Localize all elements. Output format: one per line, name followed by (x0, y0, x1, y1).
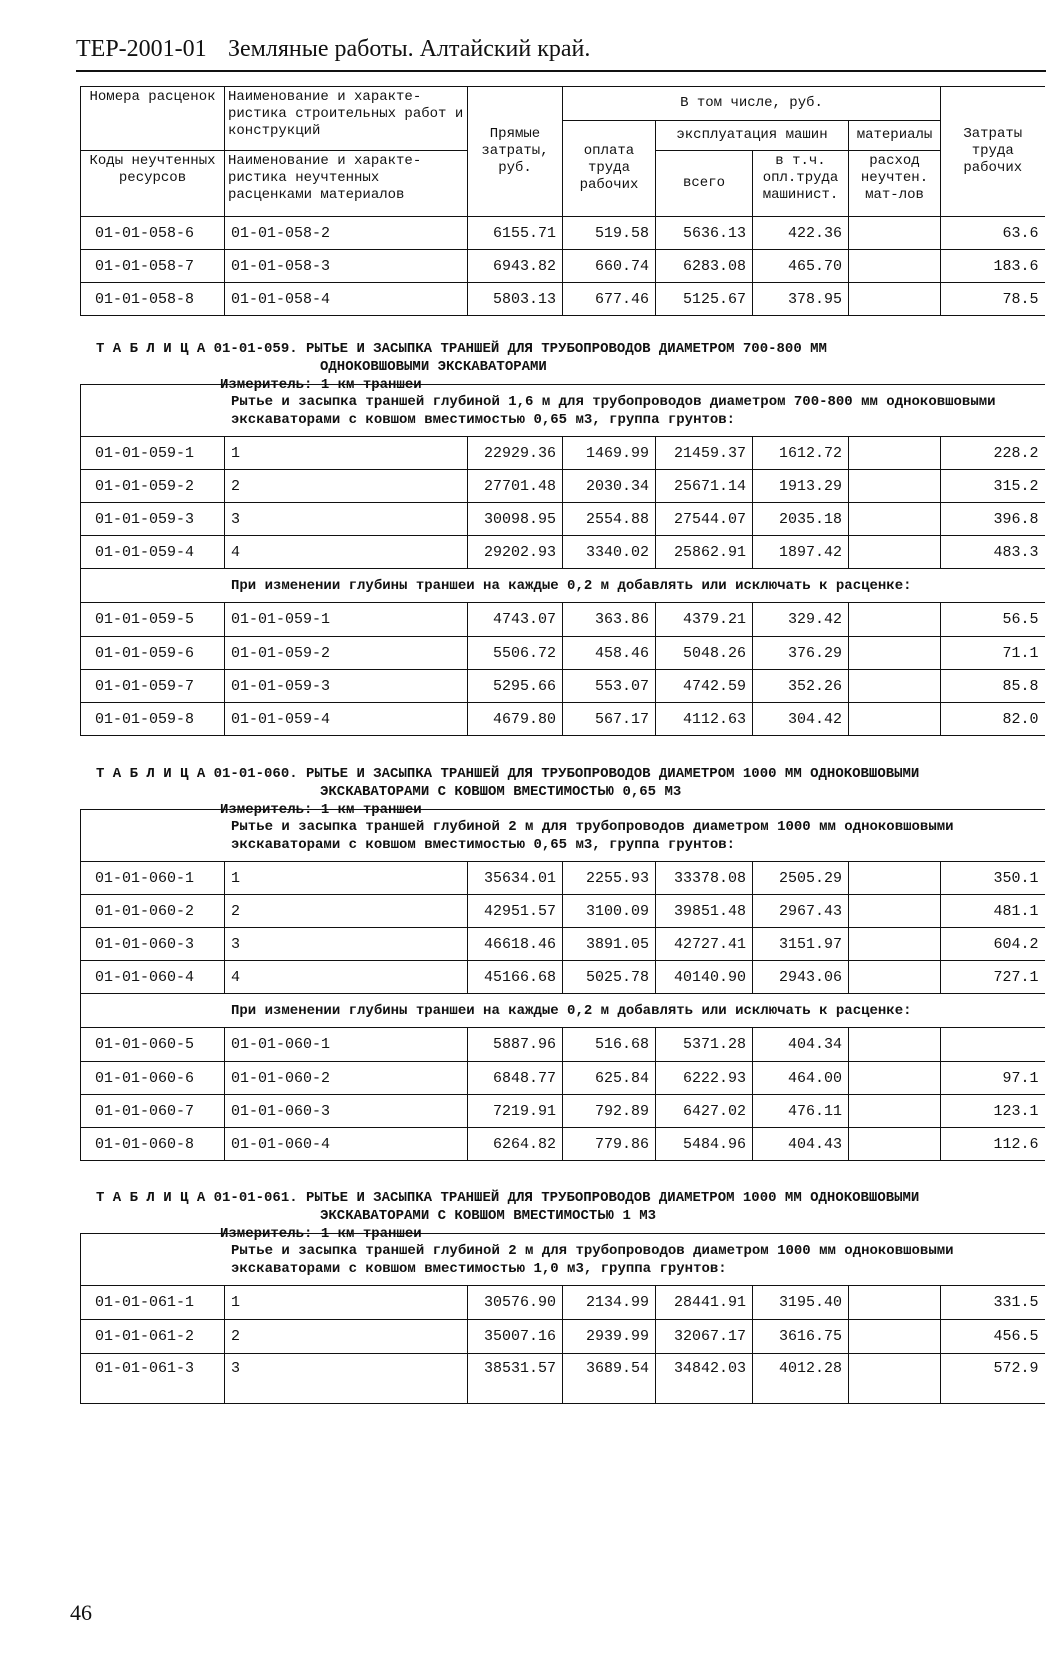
table-row: 01-01-060-7 01-01-060-3 7219.91 792.89 6427.02 476.11 123.1 (81, 1095, 1045, 1128)
col-resource-codes: Коды неучтенных ресурсов (81, 151, 225, 217)
table-row: 01-01-061-3 3 38531.57 3689.54 34842.03 4012.28 572.9 (81, 1354, 1045, 1404)
table-061 (80, 1233, 1045, 1404)
table-row: 01-01-059-1 1 22929.36 1469.99 21459.37 1612.72 228.2 (81, 437, 1045, 470)
table-row: 01-01-058-6 01-01-058-2 6155.71 519.58 5636.13 422.36 63.6 (81, 217, 1045, 250)
table-060-depth-note: При изменении глубины траншеи на каждые 0,2 м добавлять или исключать к расценке: (81, 994, 1045, 1028)
table-row: 01-01-060-1 1 35634.01 2255.93 33378.08 2505.29 350.1 (81, 862, 1045, 895)
col-name-top: Наименование и характе-ристика строительных работ и конструкций (225, 87, 468, 151)
table-row: 01-01-059-6 01-01-059-2 5506.72 458.46 5048.26 376.29 71.1 (81, 637, 1045, 670)
col-labor-pay: оплата труда рабочих (563, 121, 656, 217)
table-059-description: Рытье и засыпка траншей глубиной 1,6 м для трубопроводов диаметром 700-800 мм одноковшовыми экскаваторами с ковшом вместимостью 0,65 м3, группа грунтов: (81, 385, 1045, 437)
table-row: 01-01-059-4 4 29202.93 3340.02 25862.91 1897.42 483.3 (81, 536, 1045, 569)
page-header (76, 36, 1046, 72)
table-row: 01-01-061-1 1 30576.90 2134.99 28441.91 3195.40 331.5 (81, 1286, 1045, 1320)
col-machine-operation: эксплуатация машин (656, 121, 849, 151)
table-row: 01-01-058-7 01-01-058-3 6943.82 660.74 6283.08 465.70 183.6 (81, 250, 1045, 283)
col-including: В том числе, руб. (563, 87, 941, 121)
col-unaccounted: расход неучтен. мат-лов (849, 151, 941, 217)
col-materials: материалы (849, 121, 941, 151)
table-row: 01-01-061-2 2 35007.16 2939.99 32067.17 3616.75 456.5 (81, 1320, 1045, 1354)
table-059-depth-note: При изменении глубины траншеи на каждые 0,2 м добавлять или исключать к расценке: (81, 569, 1045, 603)
col-total: всего (656, 151, 753, 217)
table-060 (80, 809, 1045, 1161)
document-code: ТЕР-2001-01 (76, 36, 207, 62)
table-059 (80, 384, 1045, 736)
table-061-description: Рытье и засыпка траншей глубиной 2 м для трубопроводов диаметром 1000 мм одноковшовыми экскаваторами с ковшом вместимостью 1,0 м3, группа грунтов: (81, 1234, 1045, 1286)
table-row: 01-01-060-8 01-01-060-4 6264.82 779.86 5484.96 404.43 112.6 (81, 1128, 1045, 1161)
table-row: 01-01-060-3 3 46618.46 3891.05 42727.41 3151.97 604.2 (81, 928, 1045, 961)
table-060-title: Т А Б Л И Ц А 01-01-060. РЫТЬЕ И ЗАСЫПКА ТРАНШЕЙ ДЛЯ ТРУБОПРОВОДОВ ДИАМЕТРОМ 1000 ММ ОДНОКОВШОВЫМИ ЭКСКАВАТОРАМИ С КОВШОМ ВМЕСТИМОСТЬЮ 0,65 М3 Измеритель: 1 км траншеи (96, 766, 920, 818)
col-rate-numbers: Номера расценок (81, 87, 225, 151)
table-row: 01-01-058-8 01-01-058-4 5803.13 677.46 5125.67 378.95 78.5 (81, 283, 1045, 316)
col-labor-costs: Затраты труда рабочих (941, 87, 1045, 217)
table-row: 01-01-059-5 01-01-059-1 4743.07 363.86 4379.21 329.42 56.5 (81, 603, 1045, 637)
col-name-bottom: Наименование и характе-ристика неучтенных расценками материалов (225, 151, 468, 217)
document-title: Земляные работы. Алтайский край. (228, 36, 591, 62)
col-incl-machinist: в т.ч. опл.труда машинист. (753, 151, 849, 217)
table-row: 01-01-059-8 01-01-059-4 4679.80 567.17 4112.63 304.42 82.0 (81, 703, 1045, 736)
table-061-title: Т А Б Л И Ц А 01-01-061. РЫТЬЕ И ЗАСЫПКА ТРАНШЕЙ ДЛЯ ТРУБОПРОВОДОВ ДИАМЕТРОМ 1000 ММ ОДНОКОВШОВЫМИ ЭКСКАВАТОРАМИ С КОВШОМ ВМЕСТИМОСТЬЮ 1 М3 Измеритель: 1 км траншеи (96, 1190, 920, 1242)
table-row: 01-01-059-7 01-01-059-3 5295.66 553.07 4742.59 352.26 85.8 (81, 670, 1045, 703)
table-row: 01-01-060-6 01-01-060-2 6848.77 625.84 6222.93 464.00 97.1 (81, 1062, 1045, 1095)
table-059-title: Т А Б Л И Ц А 01-01-059. РЫТЬЕ И ЗАСЫПКА ТРАНШЕЙ ДЛЯ ТРУБОПРОВОДОВ ДИАМЕТРОМ 700-800 ММ ОДНОКОВШОВЫМИ ЭКСКАВАТОРАМИ Измеритель: 1 км траншеи (96, 341, 827, 393)
table-060-description: Рытье и засыпка траншей глубиной 2 м для трубопроводов диаметром 1000 мм одноковшовыми экскаваторами с ковшом вместимостью 0,65 м3, группа грунтов: (81, 810, 1045, 862)
table-row: 01-01-060-4 4 45166.68 5025.78 40140.90 2943.06 727.1 (81, 961, 1045, 994)
page-number: 46 (70, 1600, 92, 1625)
table-row: 01-01-060-5 01-01-060-1 5887.96 516.68 5371.28 404.34 (81, 1028, 1045, 1062)
table-row: 01-01-060-2 2 42951.57 3100.09 39851.48 2967.43 481.1 (81, 895, 1045, 928)
col-direct-costs: Прямые затраты, руб. (468, 87, 563, 217)
table-row: 01-01-059-3 3 30098.95 2554.88 27544.07 2035.18 396.8 (81, 503, 1045, 536)
table-row: 01-01-059-2 2 27701.48 2030.34 25671.14 1913.29 315.2 (81, 470, 1045, 503)
rates-table-head (80, 86, 1045, 316)
